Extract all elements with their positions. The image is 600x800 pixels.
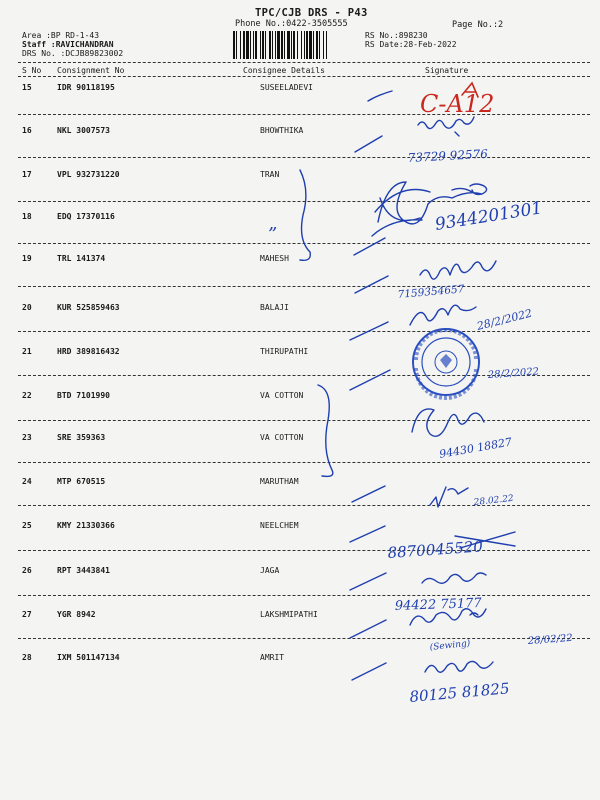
area-label: Area :BP RD-1-43 <box>22 31 100 40</box>
row-consignee: TRAN <box>260 170 280 179</box>
row-consignment-no: TRL 141374 <box>57 254 106 263</box>
row-sno: 28 <box>22 653 32 662</box>
handwriting-row16-number: 73729 92576 <box>407 146 489 165</box>
row-consignment-no: BTD 7101990 <box>57 391 110 400</box>
table-row <box>0 433 600 445</box>
handwriting-row20-date: 28/2/2022 <box>475 306 534 333</box>
barcode <box>232 31 354 59</box>
row-consignment-no: KUR 525859463 <box>57 303 120 312</box>
handwriting-row24-date: 28.02.22 <box>473 493 515 508</box>
row-divider <box>18 505 590 506</box>
row-consignment-no: RPT 3443841 <box>57 566 110 575</box>
column-header-sno: S No <box>22 66 42 75</box>
row-consignment-no: MTP 670515 <box>57 477 106 486</box>
column-header-consignment: Consignment No <box>57 66 125 75</box>
row-consignee: BALAJI <box>260 303 289 312</box>
rs-date: RS Date:28-Feb-2022 <box>365 40 457 49</box>
tick-mark <box>354 238 385 255</box>
row-sno: 17 <box>22 170 32 179</box>
row-consignee: MAHESH <box>260 254 289 263</box>
table-row <box>0 170 600 182</box>
table-row <box>0 303 600 315</box>
handwriting-row27-date: 28/02/22 <box>527 632 574 647</box>
row-sno: 24 <box>22 477 32 486</box>
tick-mark <box>352 663 386 680</box>
row-consignee: MARUTHAM <box>260 477 299 486</box>
handwriting-row15: C-A12 <box>420 90 495 118</box>
company-stamp <box>413 329 479 398</box>
row-divider <box>18 114 590 115</box>
table-row <box>0 347 600 359</box>
handwriting-row25-number: 8870045520 <box>387 537 484 562</box>
handwriting-row27-note: (Sewing) <box>429 638 471 653</box>
phone-number: Phone No.:0422-3505555 <box>235 19 348 29</box>
table-row <box>0 83 600 95</box>
signature-row24 <box>430 487 468 507</box>
row-consignee: VA COTTON <box>260 391 304 400</box>
row-sno: 21 <box>22 347 32 356</box>
row-consignment-no: IXM 501147134 <box>57 653 120 662</box>
handwriting-row17-18-number: 9344201301 <box>433 198 544 235</box>
row-consignment-no: IDR 90118195 <box>57 83 115 92</box>
table-row <box>0 477 600 489</box>
sheet-title: TPC/CJB DRS - P43 <box>255 7 368 19</box>
row-consignee: THIRUPATHI <box>260 347 309 356</box>
row-consignee: JAGA <box>260 566 280 575</box>
table-row <box>0 653 600 665</box>
handwriting-row21-date: 28/2/2022 <box>487 366 540 381</box>
row-consignment-no: NKL 3007573 <box>57 126 110 135</box>
row-consignee: LAKSHMIPATHI <box>260 610 318 619</box>
handwriting-row19-number: 7159354657 <box>397 283 465 301</box>
table-row <box>0 521 600 533</box>
strike-through <box>455 532 515 548</box>
signature-row17-18 <box>372 182 487 236</box>
divider <box>18 62 590 63</box>
row-sno: 23 <box>22 433 32 442</box>
row-sno: 20 <box>22 303 32 312</box>
row-sno: 22 <box>22 391 32 400</box>
row-sno: 19 <box>22 254 32 263</box>
row-divider <box>18 550 590 551</box>
row-divider <box>18 157 590 158</box>
column-header-consignee: Consignee Details <box>243 66 325 75</box>
row-sno: 26 <box>22 566 32 575</box>
row-sno: 15 <box>22 83 32 92</box>
row-divider <box>18 331 590 332</box>
divider <box>18 76 590 77</box>
row-divider <box>18 462 590 463</box>
table-row <box>0 126 600 138</box>
row-consignment-no: YGR 8942 <box>57 610 96 619</box>
row-sno: 27 <box>22 610 32 619</box>
tick-mark <box>350 620 386 638</box>
table-row <box>0 391 600 403</box>
row-divider <box>18 420 590 421</box>
row-consignment-no: VPL 932731220 <box>57 170 120 179</box>
row-consignee: BHOWTHIKA <box>260 126 304 135</box>
row-consignee: SUSEELADEVI <box>260 83 313 92</box>
ditto-mark: ” <box>268 224 278 245</box>
table-row <box>0 254 600 266</box>
row-divider <box>18 243 590 244</box>
row-consignee: VA COTTON <box>260 433 304 442</box>
row-sno: 16 <box>22 126 32 135</box>
tick-mark <box>355 276 388 293</box>
row-consignment-no: EDQ 17370116 <box>57 212 115 221</box>
column-header-signature: Signature <box>425 66 469 75</box>
table-row <box>0 212 600 224</box>
rs-number: RS No.:898230 <box>365 31 428 40</box>
table-row <box>0 566 600 578</box>
row-divider <box>18 638 590 639</box>
table-row <box>0 610 600 622</box>
row-divider <box>18 286 590 287</box>
staff-label: Staff :RAVICHANDRAN <box>22 40 114 49</box>
row-sno: 18 <box>22 212 32 221</box>
handwriting-row28-number: 80125 81825 <box>408 679 511 706</box>
tick-mark <box>355 136 382 152</box>
row-divider <box>18 201 590 202</box>
row-divider <box>18 375 590 376</box>
page-number: Page No.:2 <box>452 20 504 30</box>
handwriting-row22-23-number: 94430 18827 <box>438 435 513 461</box>
handwriting-row26-number: 94422 75177 <box>394 595 482 614</box>
drs-number: DRS No. :DCJB89823002 <box>22 49 124 58</box>
row-sno: 25 <box>22 521 32 530</box>
tick-mark <box>350 370 390 390</box>
row-consignment-no: HRD 389816432 <box>57 347 120 356</box>
row-consignee: NEELCHEM <box>260 521 299 530</box>
row-divider <box>18 595 590 596</box>
row-consignment-no: SRE 359363 <box>57 433 106 442</box>
row-consignment-no: KMY 21330366 <box>57 521 115 530</box>
row-consignee: AMRIT <box>260 653 285 662</box>
